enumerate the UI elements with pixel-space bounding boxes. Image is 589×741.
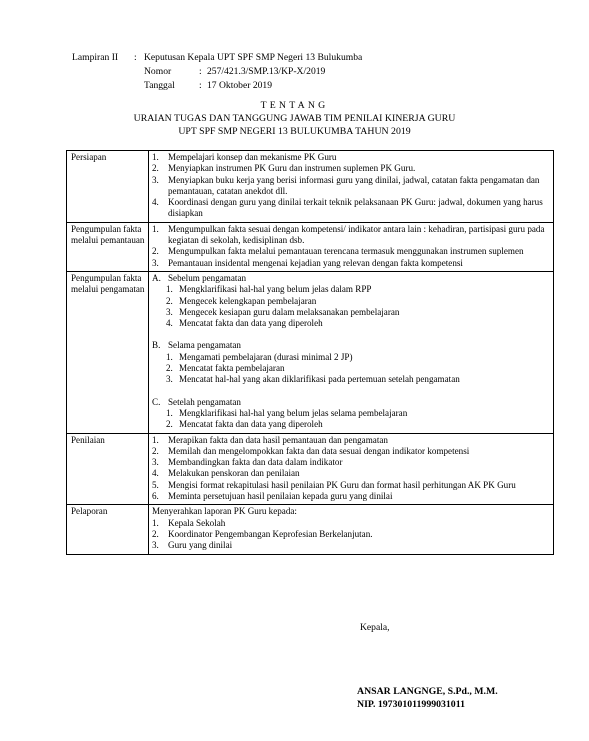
signatory-nip: NIP. 197301011999031011 [357, 699, 465, 710]
signatory-name: ANSAR LANGNGE, S.Pd., M.M. [357, 686, 498, 697]
list-item: 3. Menyiapkan buku kerja yang berisi informasi guru yang dinilai, jadwal, catatan fakta pengamatan dan pemantauan, catatan anekdot dll. [152, 174, 540, 196]
title-tentang: TENTANG [260, 100, 329, 111]
list-item: 1. Merapikan fakta dan data hasil pemantauan dan pengamatan [152, 434, 388, 445]
signature-block [357, 685, 498, 711]
tanggal-label: Tanggal [144, 80, 175, 91]
list-item: 1. Kepala Sekolah [152, 517, 226, 528]
list-item: 2. Koordinator Pengembangan Keprofesian Berkelanjutan. [152, 528, 373, 539]
row-label: Persiapan [67, 151, 149, 223]
section-heading: A. Sebelum pengamatan [152, 272, 247, 283]
row-penilaian [67, 433, 554, 505]
list-item: 2. Mengumpulkan fakta melalui pemantauan terencana termasuk menggunakan instrumen suplemen [152, 246, 524, 257]
list-item: 1. Mengamati pembelajaran (durasi minimal 2 JP) [166, 351, 353, 362]
list-item: 3. Mencatat hal-hal yang akan diklarifikasi pada pertemuan setelah pengamatan [166, 374, 460, 385]
row-content [149, 151, 554, 223]
list-item: 1. Mengklarifikasi hal-hal yang belum jelas dalam RPP [166, 284, 372, 295]
list-item: 3. Membandingkan fakta dan data dalam indikator [152, 457, 343, 468]
list-item: 3. Mengecek kesiapan guru dalam melaksanakan pembelajaran [166, 306, 400, 317]
list-item: 4. Melakukan penskoran dan penilaian [152, 468, 300, 479]
row-content [149, 222, 554, 271]
list-item: 2. Menyiapkan instrumen PK Guru dan instrumen suplemen PK Guru. [152, 163, 416, 174]
list-item: 1. Mengklarifikasi hal-hal yang belum jelas selama pembelajaran [166, 407, 408, 418]
list-item: 3. Guru yang dinilai [152, 540, 233, 551]
row-content [149, 505, 554, 554]
title-line-2: UPT SPF SMP NEGERI 13 BULUKUMBA TAHUN 2019 [178, 126, 411, 138]
pelaporan-intro: Menyerahkan laporan PK Guru kepada: [152, 506, 297, 517]
list-item: 6. Meminta persetujuan hasil penilaian kepada guru yang dinilai [152, 491, 393, 502]
nomor-label: Nomor [144, 66, 172, 77]
list-item: 1. Mengumpulkan fakta sesuai dengan kompetensi/ indikator antara lain : kehadiran, partisipasi guru pada kegiatan di sekolah, kedisiplinan dsb. [152, 223, 545, 246]
row-persiapan [67, 151, 554, 223]
list-item: 4. Koordinasi dengan guru yang dinilai terkait teknik pelaksanaan PK Guru: jadwal, dokumen yang harus disiapkan [152, 197, 543, 219]
list-item: 2. Mencatat fakta pembelajaran [166, 363, 285, 374]
row-label: Pelaporan [67, 505, 149, 554]
row-label: Pengumpulan fakta melalui pemantauan [67, 222, 149, 271]
row-label: Pengumpulan fakta melalui pengamatan [67, 271, 149, 433]
duties-table [66, 150, 554, 555]
list-item: 5. Mengisi format rekapitulasi hasil penilaian PK Guru dan format hasil perhitungan AK PK Guru [152, 479, 516, 490]
title-line-1: URAIAN TUGAS DAN TANGGUNG JAWAB TIM PENILAI KINERJA GURU [133, 113, 456, 125]
row-content [149, 433, 554, 505]
section-heading: C. Setelah pengamatan [152, 396, 241, 407]
row-content [149, 271, 554, 433]
lampiran-block: Lampiran II : Keputusan Kepala UPT SPF SMP Negeri 13 Bulukumba Nomor : 257/421.3/SMP.13/KP-X/2019 Tanggal : 17 Oktober 2019 [72, 52, 363, 91]
row-pelaporan [67, 505, 554, 554]
nomor-value: 257/421.3/SMP.13/KP-X/2019 [207, 66, 326, 77]
list-item: 3. Pemantauan insidental mengenai kejadian yang relevan dengan fakta kompetensi [152, 257, 463, 268]
signature-position: Kepala, [360, 622, 390, 633]
list-item: 2. Mencatat fakta dan data yang diperoleh [166, 419, 323, 430]
section-heading: B. Selama pengamatan [152, 340, 241, 351]
lampiran-text: Keputusan Kepala UPT SPF SMP Negeri 13 Bulukumba [144, 52, 363, 63]
list-item: 2. Memilah dan mengelompokkan fakta dan data sesuai dengan indikator kompetensi [152, 445, 470, 456]
list-item: 2. Mengecek kelengkapan pembelajaran [166, 295, 317, 306]
row-label: Penilaian [67, 433, 149, 505]
row-pengamatan [67, 271, 554, 433]
lampiran-label: Lampiran II [72, 52, 119, 63]
row-pemantauan [67, 222, 554, 271]
tanggal-value: 17 Oktober 2019 [207, 80, 273, 91]
list-item: 4. Mencatat fakta dan data yang diperoleh [166, 318, 323, 329]
document-title [0, 99, 589, 139]
list-item: 1. Mempelajari konsep dan mekanisme PK Guru [152, 152, 337, 162]
